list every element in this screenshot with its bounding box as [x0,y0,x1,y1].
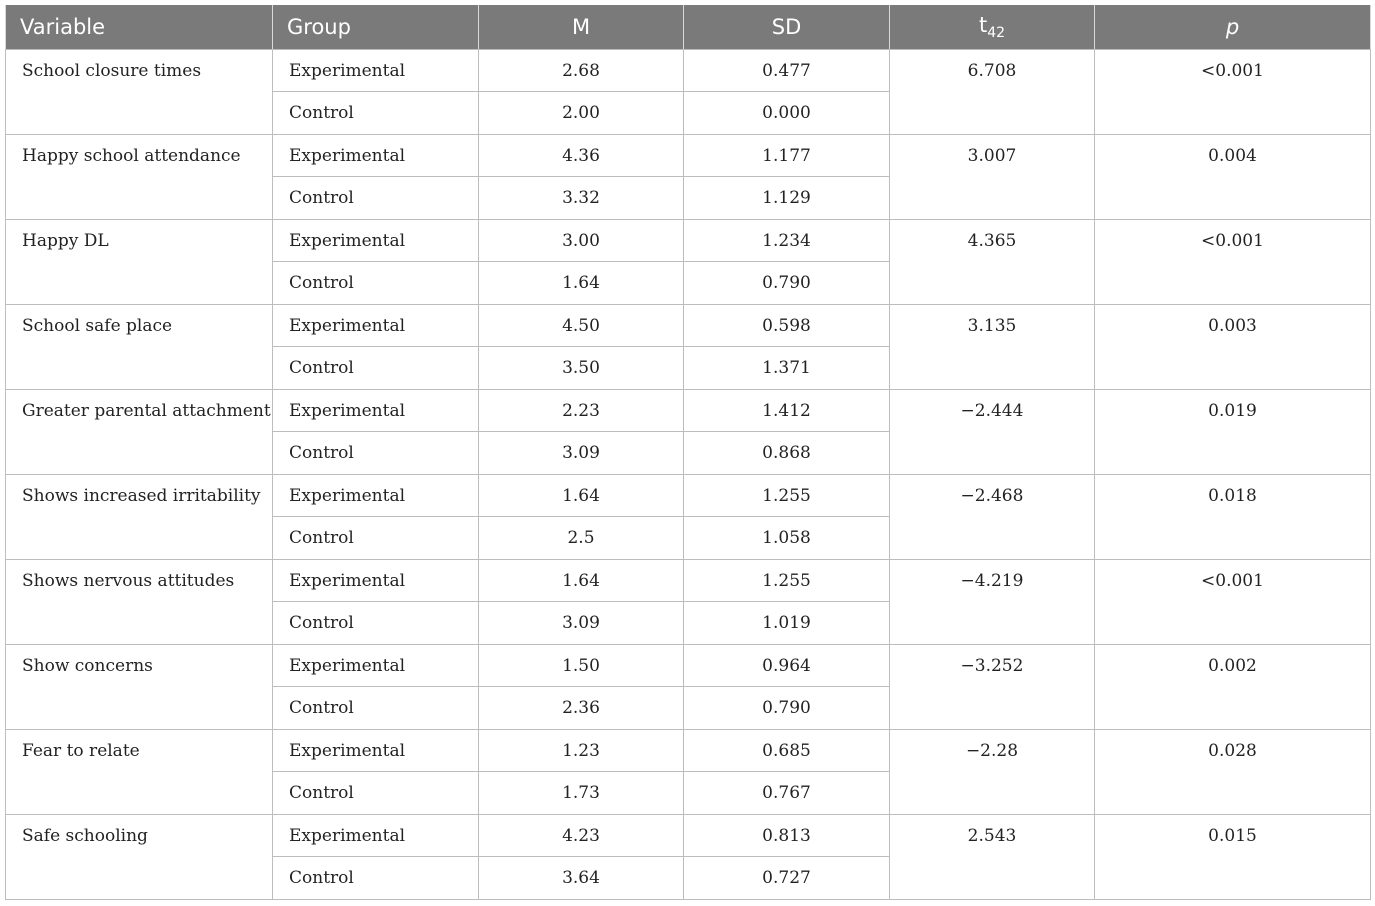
cell-m: 1.64 [479,262,684,305]
cell-m: 1.64 [479,559,684,602]
cell-sd: 1.255 [684,474,890,517]
cell-sd: 0.477 [684,49,890,92]
cell-m: 2.00 [479,92,684,135]
table-row-experimental [6,559,1371,602]
table-row-experimental [6,304,1371,347]
cell-t: −2.444 [890,389,1095,474]
cell-sd: 0.813 [684,814,890,857]
cell-p: <0.001 [1095,49,1371,134]
cell-sd: 0.685 [684,729,890,772]
table-row-experimental [6,389,1371,432]
cell-sd: 0.000 [684,92,890,135]
cell-sd: 1.019 [684,602,890,645]
cell-group: Control [273,602,479,645]
cell-p: 0.028 [1095,729,1371,814]
cell-m: 1.23 [479,729,684,772]
cell-group: Experimental [273,49,479,92]
cell-sd: 1.255 [684,559,890,602]
cell-m: 1.50 [479,644,684,687]
cell-m: 1.73 [479,772,684,815]
cell-p: <0.001 [1095,559,1371,644]
cell-t: 3.135 [890,304,1095,389]
cell-m: 2.36 [479,687,684,730]
cell-m: 4.23 [479,814,684,857]
cell-sd: 0.964 [684,644,890,687]
cell-sd: 0.790 [684,687,890,730]
cell-t: 2.543 [890,814,1095,899]
cell-sd: 0.790 [684,262,890,305]
cell-p: 0.004 [1095,134,1371,219]
cell-m: 3.64 [479,857,684,900]
header-t-label: t [978,12,988,37]
header-group: Group [273,5,479,49]
cell-m: 3.50 [479,347,684,390]
header-t [890,5,1095,49]
cell-group: Control [273,432,479,475]
cell-m: 2.5 [479,517,684,560]
cell-variable: Shows increased irritability [6,474,273,559]
header-row [6,5,1371,49]
cell-m: 3.32 [479,177,684,220]
cell-group: Control [273,177,479,220]
cell-group: Control [273,687,479,730]
cell-group: Experimental [273,389,479,432]
cell-p: 0.018 [1095,474,1371,559]
cell-variable: Happy school attendance [6,134,273,219]
cell-t: −4.219 [890,559,1095,644]
cell-sd: 1.058 [684,517,890,560]
table-row-experimental [6,644,1371,687]
header-p-label: p [1225,14,1240,39]
cell-variable: Happy DL [6,219,273,304]
cell-group: Experimental [273,474,479,517]
cell-p: 0.015 [1095,814,1371,899]
cell-group: Control [273,262,479,305]
results-table-container [5,5,1370,900]
table-row-experimental [6,49,1371,92]
cell-sd: 0.598 [684,304,890,347]
cell-sd: 1.177 [684,134,890,177]
cell-sd: 0.868 [684,432,890,475]
table-row-experimental [6,729,1371,772]
cell-p: 0.019 [1095,389,1371,474]
cell-m: 3.09 [479,432,684,475]
cell-t: −2.468 [890,474,1095,559]
header-t-subscript: 42 [987,24,1006,41]
cell-group: Experimental [273,729,479,772]
cell-variable: Fear to relate [6,729,273,814]
cell-m: 2.23 [479,389,684,432]
header-m: M [479,5,684,49]
cell-m: 3.00 [479,219,684,262]
cell-variable: Show concerns [6,644,273,729]
cell-p: 0.003 [1095,304,1371,389]
cell-group: Control [273,347,479,390]
cell-group: Control [273,92,479,135]
cell-sd: 1.129 [684,177,890,220]
cell-p: <0.001 [1095,219,1371,304]
cell-group: Experimental [273,219,479,262]
cell-sd: 1.234 [684,219,890,262]
results-table [5,5,1371,900]
cell-t: −2.28 [890,729,1095,814]
cell-variable: Safe schooling [6,814,273,899]
header-sd: SD [684,5,890,49]
cell-sd: 0.727 [684,857,890,900]
cell-variable: School closure times [6,49,273,134]
cell-variable: Greater parental attachment [6,389,273,474]
cell-sd: 1.412 [684,389,890,432]
cell-t: −3.252 [890,644,1095,729]
cell-t: 3.007 [890,134,1095,219]
cell-m: 4.50 [479,304,684,347]
cell-sd: 0.767 [684,772,890,815]
table-row-experimental [6,814,1371,857]
cell-group: Control [273,772,479,815]
cell-m: 1.64 [479,474,684,517]
cell-group: Control [273,517,479,560]
cell-variable: Shows nervous attitudes [6,559,273,644]
cell-p: 0.002 [1095,644,1371,729]
cell-t: 6.708 [890,49,1095,134]
cell-group: Control [273,857,479,900]
cell-t: 4.365 [890,219,1095,304]
cell-sd: 1.371 [684,347,890,390]
table-row-experimental [6,134,1371,177]
header-variable: Variable [6,5,273,49]
cell-group: Experimental [273,644,479,687]
cell-m: 4.36 [479,134,684,177]
table-body [6,49,1371,899]
cell-m: 2.68 [479,49,684,92]
cell-group: Experimental [273,559,479,602]
cell-group: Experimental [273,304,479,347]
cell-group: Experimental [273,134,479,177]
cell-variable: School safe place [6,304,273,389]
cell-group: Experimental [273,814,479,857]
header-p [1095,5,1371,49]
table-row-experimental [6,219,1371,262]
cell-m: 3.09 [479,602,684,645]
table-row-experimental [6,474,1371,517]
